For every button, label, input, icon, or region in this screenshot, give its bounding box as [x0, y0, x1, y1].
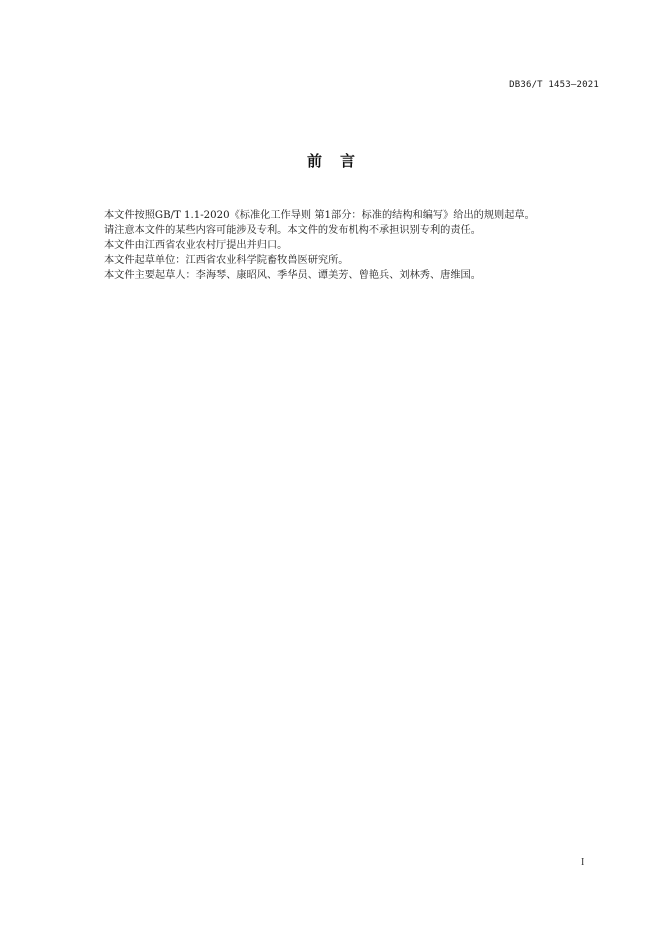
paragraph-drafters: 本文件主要起草人：李海琴、康昭风、季华员、谭美芳、曾艳兵、刘林秀、唐维国。	[104, 270, 481, 281]
paragraph-drafting-rules: 本文件按照GB/T 1.1-2020《标准化工作导则 第1部分：标准的结构和编写》给出的规则起草。	[104, 210, 535, 221]
paragraph-patent-notice: 请注意本文件的某些内容可能涉及专利。本文件的发布机构不承担识别专利的责任。	[104, 225, 481, 236]
page-number: I	[581, 857, 585, 868]
paragraph-drafting-unit: 本文件起草单位：江西省农业科学院畜牧兽医研究所。	[104, 255, 349, 266]
paragraph-proposer: 本文件由江西省农业农村厅提出并归口。	[104, 240, 288, 251]
foreword-body	[104, 208, 604, 283]
page-title: 前言	[306, 152, 373, 170]
document-code: DB36/T 1453—2021	[509, 80, 599, 90]
